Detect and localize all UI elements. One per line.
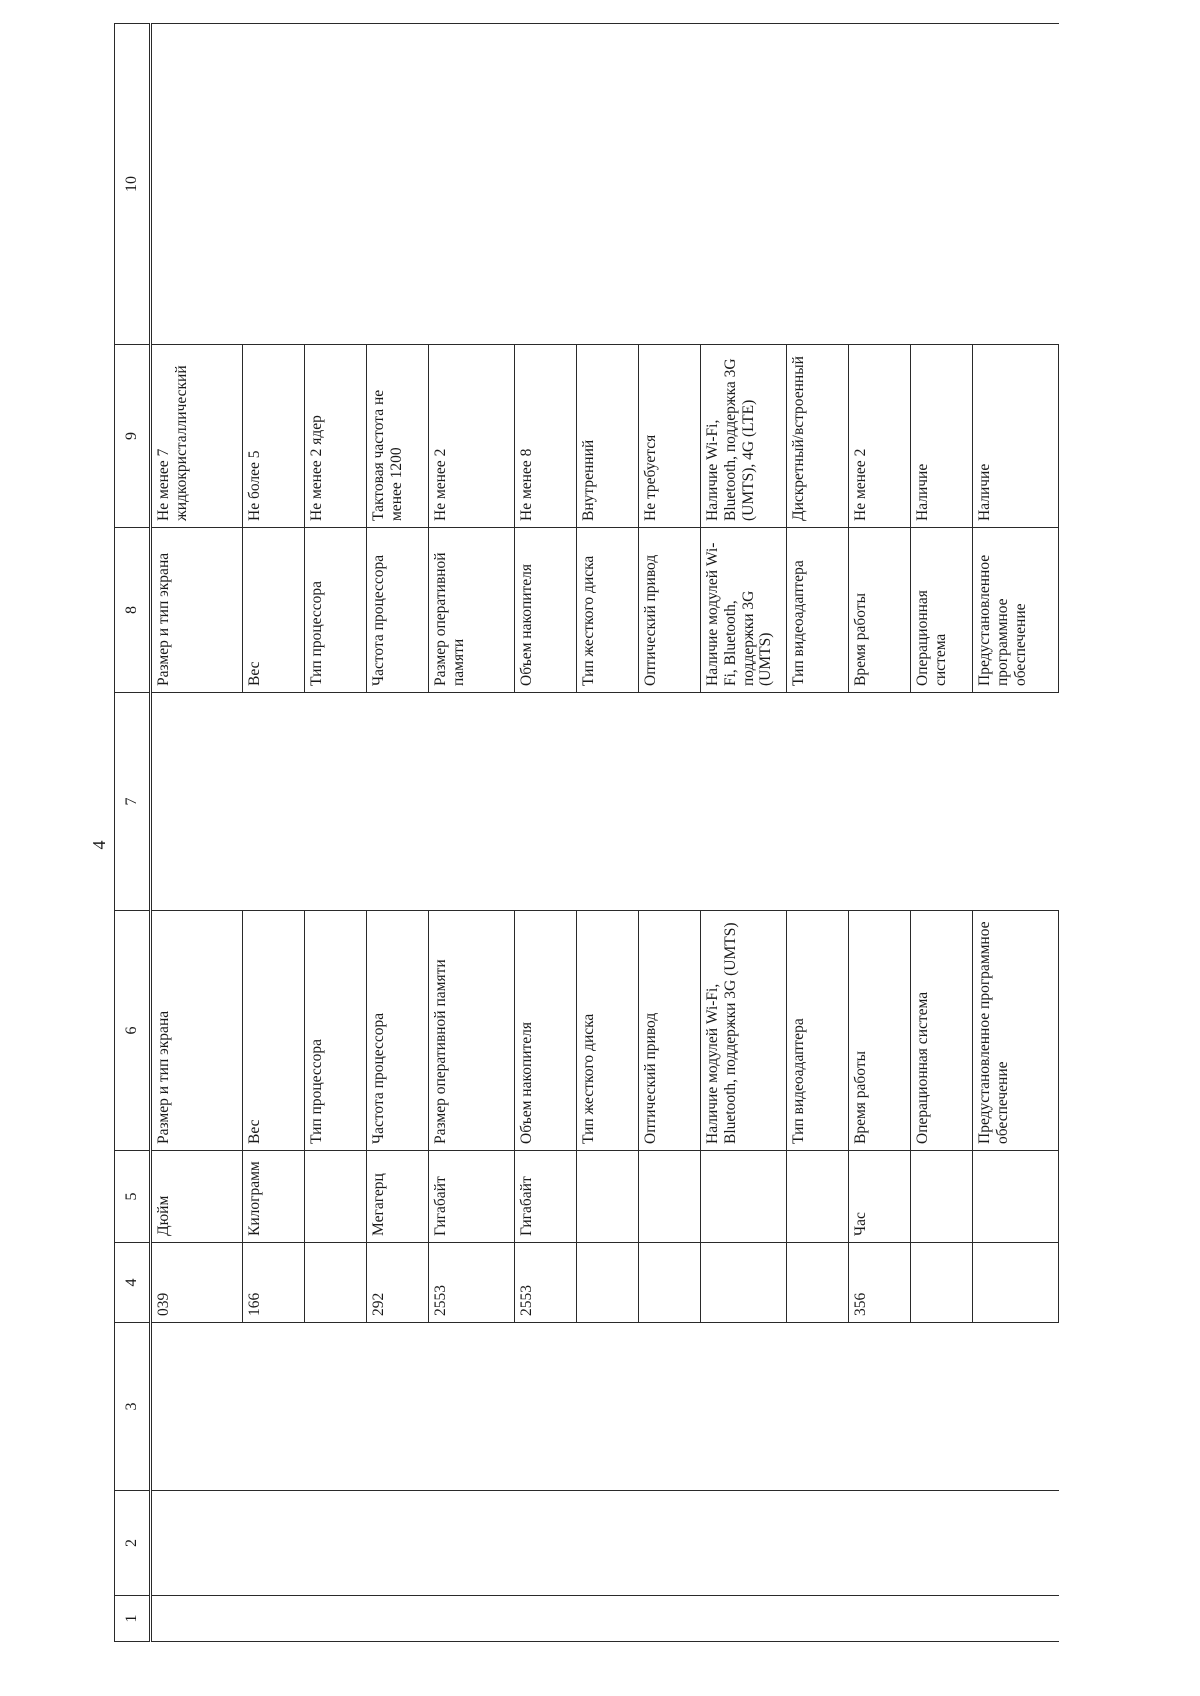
characteristic-cell: Тип жесткого диска	[577, 911, 639, 1151]
characteristic-cell: Объем накопителя	[515, 911, 577, 1151]
characteristic-cell: Наличие модулей Wi-Fi, Bluetooth, поддержки 3G (UMTS)	[701, 911, 787, 1151]
parameter-cell: Вес	[243, 528, 305, 693]
characteristic-cell: Предустановленное программное обеспечение	[973, 911, 1059, 1151]
unit-cell	[639, 1151, 701, 1243]
parameter-cell: Наличие модулей Wi-Fi, Bluetooth, поддержки 3G (UMTS)	[701, 528, 787, 693]
unit-cell: Гигабайт	[515, 1151, 577, 1243]
parameter-cell: Размер оперативной памяти	[429, 528, 515, 693]
value-cell: Наличие Wi-Fi, Bluetooth, поддержка 3G (UMTS), 4G (LTE)	[701, 345, 787, 528]
code-cell	[701, 1243, 787, 1323]
characteristic-cell: Оптический привод	[639, 911, 701, 1151]
unit-cell	[305, 1151, 367, 1243]
unit-cell	[577, 1151, 639, 1243]
unit-cell: Дюйм	[151, 1151, 243, 1243]
specification-table	[114, 23, 1059, 1642]
code-cell: 2553	[429, 1243, 515, 1323]
spanned-cell-col-10	[151, 24, 1059, 345]
parameter-cell: Предустановленное программное обеспечение	[973, 528, 1059, 693]
code-cell	[973, 1243, 1059, 1323]
unit-cell: Час	[849, 1151, 911, 1243]
characteristic-cell: Размер и тип экрана	[151, 911, 243, 1151]
parameter-cell: Тип процессора	[305, 528, 367, 693]
code-cell	[639, 1243, 701, 1323]
characteristic-cell: Вес	[243, 911, 305, 1151]
column-header-8: 8	[115, 528, 151, 693]
parameter-cell: Время работы	[849, 528, 911, 693]
parameter-cell: Частота процессора	[367, 528, 429, 693]
value-cell: Дискретный/встроенный	[787, 345, 849, 528]
unit-cell	[973, 1151, 1059, 1243]
parameter-cell: Объем накопителя	[515, 528, 577, 693]
unit-cell: Мегагерц	[367, 1151, 429, 1243]
value-cell: Наличие	[911, 345, 973, 528]
value-cell: Не менее 8	[515, 345, 577, 528]
value-cell: Не менее 2	[849, 345, 911, 528]
characteristic-cell: Тип видеоадаптера	[787, 911, 849, 1151]
parameter-cell: Операционная система	[911, 528, 973, 693]
unit-cell: Гигабайт	[429, 1151, 515, 1243]
column-header-10: 10	[115, 24, 151, 345]
parameter-cell: Оптический привод	[639, 528, 701, 693]
unit-cell	[701, 1151, 787, 1243]
value-cell: Не требуется	[639, 345, 701, 528]
parameter-cell: Размер и тип экрана	[151, 528, 243, 693]
unit-cell	[911, 1151, 973, 1243]
value-cell: Не менее 2 ядер	[305, 345, 367, 528]
unit-cell: Килограмм	[243, 1151, 305, 1243]
spanned-cell-col-3	[151, 1323, 1059, 1491]
characteristic-cell: Размер оперативной памяти	[429, 911, 515, 1151]
code-cell	[305, 1243, 367, 1323]
column-header-5: 5	[115, 1151, 151, 1243]
code-cell	[577, 1243, 639, 1323]
value-cell: Внутренний	[577, 345, 639, 528]
header-row	[115, 24, 151, 1642]
column-header-1: 1	[115, 1596, 151, 1642]
column-header-6: 6	[115, 911, 151, 1151]
code-cell: 166	[243, 1243, 305, 1323]
rotated-table-container	[114, 24, 1128, 1642]
value-cell: Наличие	[973, 345, 1059, 528]
page-number: 4	[88, 840, 109, 850]
column-header-9: 9	[115, 345, 151, 528]
spanned-cell-col-7	[151, 693, 1059, 911]
column-header-2: 2	[115, 1491, 151, 1596]
characteristic-cell: Частота процессора	[367, 911, 429, 1151]
characteristic-cell: Операционная система	[911, 911, 973, 1151]
spanned-cell-col-2	[151, 1491, 1059, 1596]
table-row	[151, 24, 243, 1642]
unit-cell	[787, 1151, 849, 1243]
value-cell: Тактовая частота не менее 1200	[367, 345, 429, 528]
spanned-cell-col-1	[151, 1596, 1059, 1642]
code-cell	[911, 1243, 973, 1323]
value-cell: Не более 5	[243, 345, 305, 528]
column-header-7: 7	[115, 693, 151, 911]
code-cell: 356	[849, 1243, 911, 1323]
parameter-cell: Тип жесткого диска	[577, 528, 639, 693]
value-cell: Не менее 7 жидкокристаллический	[151, 345, 243, 528]
characteristic-cell: Тип процессора	[305, 911, 367, 1151]
column-header-4: 4	[115, 1243, 151, 1323]
code-cell: 039	[151, 1243, 243, 1323]
column-header-3: 3	[115, 1323, 151, 1491]
code-cell	[787, 1243, 849, 1323]
value-cell: Не менее 2	[429, 345, 515, 528]
code-cell: 292	[367, 1243, 429, 1323]
characteristic-cell: Время работы	[849, 911, 911, 1151]
code-cell: 2553	[515, 1243, 577, 1323]
parameter-cell: Тип видеоадаптера	[787, 528, 849, 693]
